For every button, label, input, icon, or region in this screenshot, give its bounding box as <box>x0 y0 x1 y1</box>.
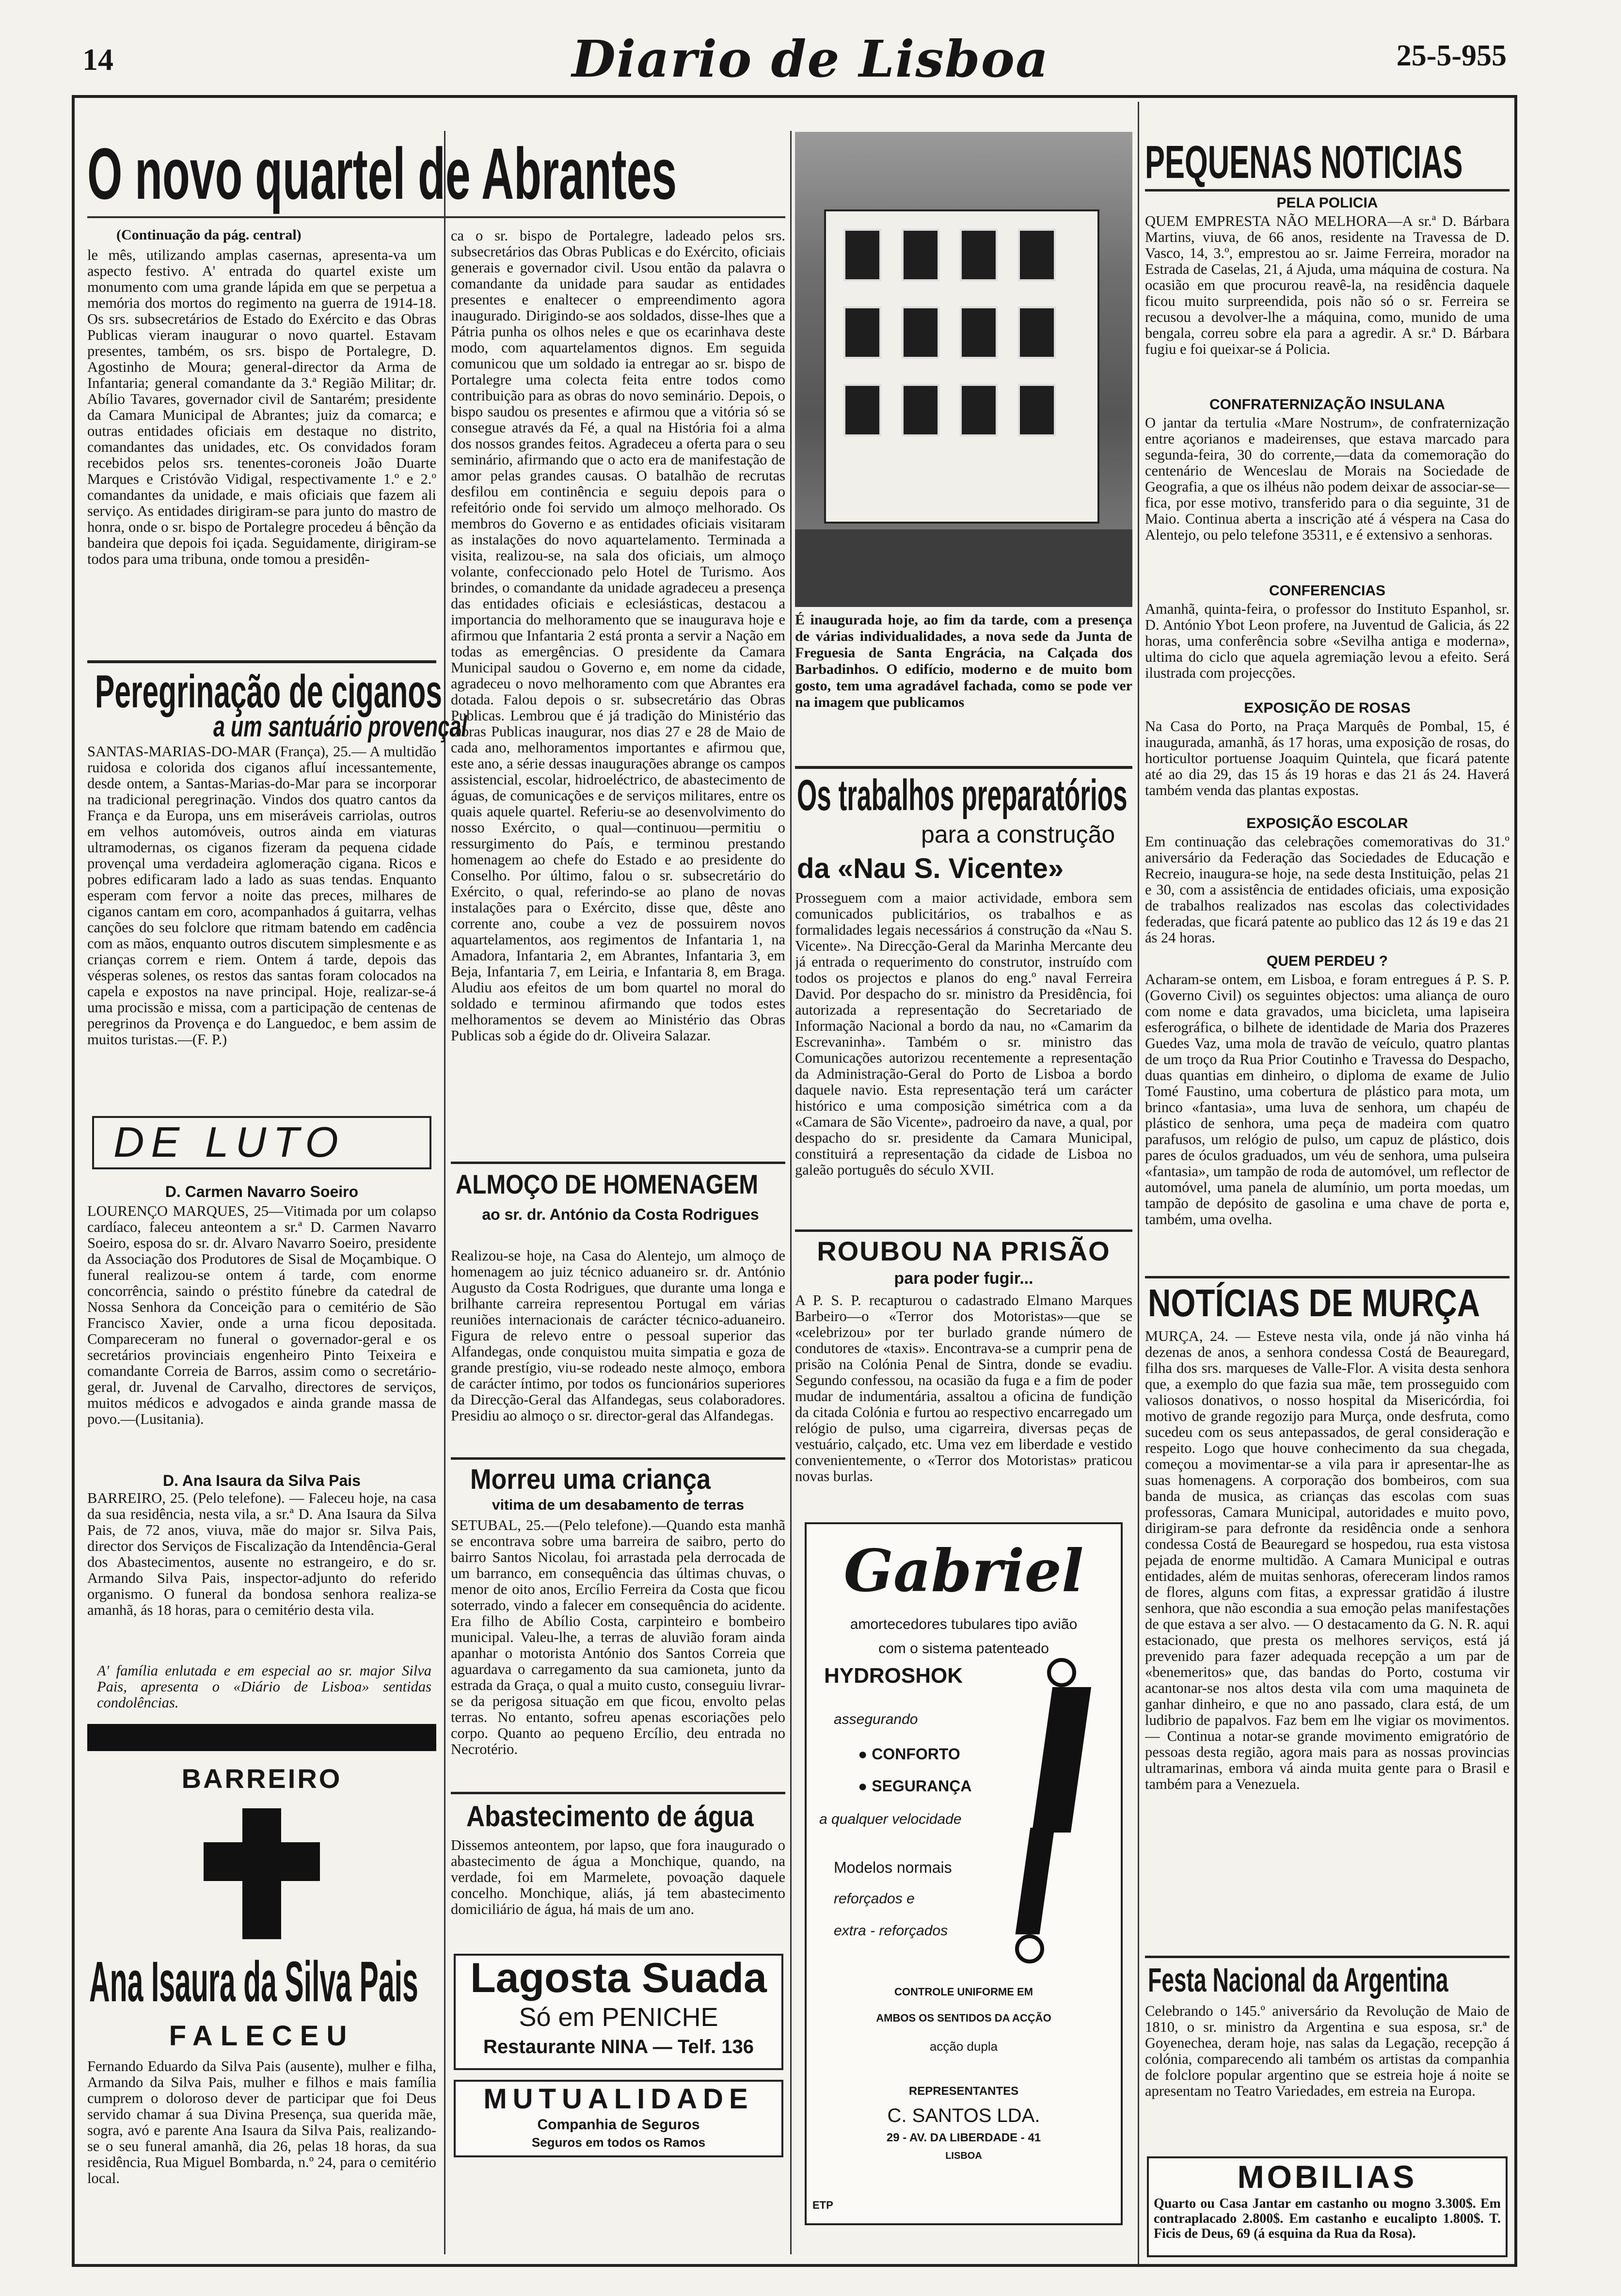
ad-controle-3: acção dupla <box>929 2039 998 2054</box>
lagosta-line: Só em PENICHE <box>519 2003 718 2032</box>
luto1-name: D. Carmen Navarro Soeiro <box>165 1183 359 1200</box>
luto1-body: LOURENÇO MARQUES, 25—Vitimada por um colapso cardíaco, faleceu anteontem a sr.ª D. Carmen Navarro Soeiro, esposa do sr. dr. Alvaro Navarro Soeiro, presidente da Associação dos Produtores de Sisal de Moçambique. O funeral realizou-se ontem á tarde, com enorme concorrência, saindo o préstito fúnebre da catedral de Nossa Senhora da Conceição para o cemitério de São Francisco Xavier, onde a urna ficou depositada. Compareceram no funeral o governador-geral e os secretários provinciais engenheiro Pinto Teixeira e comandante Correia de Barros, assim como o secretário-geral, dr. Juvenal de Carvalho, directores de serviços, muitos médicos e advogados e ainda grande massa de povo.—(Lusitania). <box>87 1203 436 1427</box>
building-photo <box>795 132 1132 607</box>
almoco-body: Realizou-se hoje, na Casa do Alentejo, um almoço de homenagem ao juiz técnico aduaneiro sr. dr. António Augusto da Costa Rodrigues, que durante uma longa e brilhante carreira representou Portugal em várias reuniões internacionais de carácter técnico-aduaneiro. Figura de relevo entre o pessoal superior das Alfandegas, onde conquistou muita simpatia e goza de grande prestígio, viu-se rodeado neste almoço, embora de carácter íntimo, por todos os funcionários superiores da Direcção-Geral das Alfandegas, seus colaboradores. Presidiu ao almoço o sr. director-geral das Alfandegas. <box>451 1248 785 1424</box>
article-abrantes-part1: le mês, utilizando amplas casernas, apresenta-va um aspecto festivo. A' entrada do quartel existe um monumento com uma grande lápida em que se perpetua a memória dos mortos do regimento na guerra de 1914-18. Os srs. subsecretários de Estado do Exército e das Obras Publicas vieram inaugurar o novo quartel. Estavam presentes, também, os srs. bispo de Portalegre, D. Agostinho de Moura; general-director da Arma de Infantaria; general comandante da 3.ª Região Militar; dr. Abílio Tavares, governador civil de Santarém; presidente da Camara Municipal de Abrantes; juiz da comarca; e outras entidades oficiais em destaque no distrito, comandantes das unidades, etc. Os convidados foram recebidos pelos srs. tenentes-coroneis João Duarte Marques e Cristóvão Vidigal, respectivamente 1.º e 2.º comandantes da unidade, e mais oficiais que fazem ali serviço. As entidades dirigiram-se para junto do mastro de honra, onde o sr. bispo de Portalegre procedeu á bênção da bandeira que depois foi içada. Seguidamente, dirigiram-se todos para uma tribuna, onde tomou a presidên- <box>87 247 436 567</box>
section-rule <box>1145 1276 1510 1278</box>
exposicao-escolar-body: Em continuação das celebrações comemorativas do 31.º aniversário da Federação das Sociedades de Educação e Recreio, inaugura-se hoje, na sede desta Instituição, pelas 21 e 30, com a assistência de entidades oficiais, uma exposição de trabalhos realizados nas escolas das colectividades federadas, que ficará patente ao publico das 12 ás 19 e das 21 ás 24 horas. <box>1145 834 1510 946</box>
section-rule <box>451 1792 785 1794</box>
gabriel-brand: Gabriel <box>843 1537 1084 1605</box>
ciganos-title: Peregrinação de ciganos <box>95 666 442 718</box>
argentina-title: Festa Nacional da Argentina <box>1148 1961 1448 1999</box>
ad-firm: C. SANTOS LDA. <box>887 2105 1040 2126</box>
roubou-subtitle: para poder fugir... <box>894 1269 1033 1288</box>
column-rule <box>790 131 792 2254</box>
headline-rule <box>87 216 785 218</box>
luto-title: DE LUTO <box>92 1116 431 1169</box>
mobilias-body: Quarto ou Casa Jantar em castanho ou mogno 3.300$. Em contraplacado 2.800$. Em castanho e eucalipto 1.800$. T. Ficis de Deus, 69 (á esquina da Rua da Rosa). <box>1154 2196 1501 2241</box>
ad-controle-1: CONTROLE UNIFORME EM <box>894 1986 1033 1998</box>
nau-subtitle-2: da «Nau S. Vicente» <box>797 853 1064 884</box>
ad-velocidade: a qualquer velocidade <box>819 1811 962 1827</box>
section-rule <box>451 1457 785 1460</box>
ciganos-body: SANTAS-MARIAS-DO-MAR (França), 25.— A multidão ruidosa e colorida dos ciganos afluí incessantemente, desde ontem, a Santas-Marias-do-Mar para se incorporar na tradicional peregrinação. Vindos dos quatro cantos da França e da Europa, uns em miseráveis carriolas, outros em velhos automóveis, outros ainda em viaturas ultramodernas, os ciganos fizeram da pequena cidade provençal uma verdadeira aglomeração cigana. Ricos e pobres edificaram lado a lado as suas tendas. Enquanto esperam com fervor a noite das preces, milhares de ciganos cantam em coro, acompanhados á guitarra, velhas canções do seu folclore que ritmam batendo em cadência com as mãos, enquanto outros discutem simplesmente e as crianças correm e riem. Ontem á tarde, depois das vésperas solenes, os restos das santas foram colocados na capela e expostos na nave principal. Hoje, realizar-se-á uma procissão e missa, com a participação de centenas de peregrinos da Provença e do Languedoc, e bem assim de muitos turistas.—(F. P.) <box>87 744 436 1048</box>
ad-line-1: amortecedores tubulares tipo avião <box>850 1616 1078 1632</box>
almoco-subtitle: ao sr. dr. António da Costa Rodrigues <box>482 1206 759 1223</box>
page-number: 14 <box>82 42 113 77</box>
ad-product: HYDROSHOK <box>824 1664 963 1688</box>
luto2-body: BARREIRO, 25. (Pelo telefone). — Faleceu hoje, na casa da sua residência, nesta vila, a sr.ª D. Ana Isaura da Silva Pais, de 72 anos, viuva, mãe do major sr. Silva Pais, director dos Serviços de Fiscalização da Intendência-Geral dos Abastecimentos, ausente no estrangeiro, e do sr. Armando Silva Pais, inspector-adjunto do referido organismo. O funeral da bondosa senhora realiza-se amanhã, ás 18 horas, para o cemitério desta vila. <box>87 1490 436 1618</box>
rosas-head: EXPOSIÇÃO DE ROSAS <box>1244 700 1411 716</box>
confraternizacao-head: CONFRATERNIZAÇÃO INSULANA <box>1209 397 1446 413</box>
exposicao-escolar-head: EXPOSIÇÃO ESCOLAR <box>1246 815 1408 831</box>
obituary-place: BARREIRO <box>181 1763 342 1794</box>
obituary-name: Ana Isaura da Silva Pais <box>89 1950 418 2014</box>
article-abrantes-part2: ca o sr. bispo de Portalegre, ladeado pelos srs. subsecretários das Obras Publicas e do Exército, oficiais generais e governador civil. Usou então da palavra o comandante da unidade para saudar as entidades presentes e enaltecer o empreendimento agora inaugurado. Dirigindo-se aos soldados, disse-lhes que a Pátria punha os olhos neles e que os ecarinhava deste modo, com aquartelamentos dignos. Em seguida comunicou que um soldado ia entregar ao sr. bispo de Portalegre uma colecta feita entre todos como contribuição para as obras do novo seminário. Depois, o bispo saudou os presentes e afirmou que a vitória só se consegue através da Fé, a qual na História foi a alma dos nossos grandes feitos. Agradeceu a oferta para o seu seminário, afirmando que o acto era de manifestação de amor pelas grandes causas. O batalhão de recrutas desfilou em continência e seguiu depois para o refeitório onde foi servido um almoço melhorado. Os membros do Governo e as entidades oficiais visitaram as instalações do novo aquartelamento. Terminada a visita, realizou-se, na sala dos oficiais, um almoço volante, confeccionado pelo Hotel de Turismo. Aos brindes, o comandante da unidade agradeceu a presença das entidades oficiais e eclesiásticas, destacou a importancia do melhoramento que se inaugurava hoje e afirmou que Infantaria 2 está pronta a servir a Nação em todas as emergências. O presidente da Camara Municipal saudou o Governo e, em nome da cidade, agradeceu o novo melhoramento com que Abrantes era dotada. Falou depois o sr. subsecretário das Obras Publicas. Lembrou que é já tradição do Ministério das Obras Publicas inaugurar, nos dias 27 e 28 de Maio de cada ano, melhoramentos importantes e afirmou que, este ano, a série dessas inaugurações abrange os campos assistencial, escolar, hidroeléctrico, de abastecimento de águas, de comunicações e de serviços militares, entre os quais aquele quartel. Referiu-se ao desenvolvimento do nosso Exército, o qual—continuou—permitiu o ressurgimento do País, e terminou prestando homenagem ao chefe do Estado e ao presidente do Conselho. Por último, falou o sr. subsecretário do Exército, o qual, referindo-se ao plano de novas instalações para o Exército, disse que, dêste ano corrente ano, coube a vez de possuirem novos aquartelamentos, aos regimentos de Infantaria 1, na Amadora, Infantaria 2, em Abrantes, Infantaria 3, em Beja, Infantaria 7, em Leiria, e Infantaria 8, em Braga. Aludiu aos efeitos de um bom quartel no moral do soldado e terminou afirmando que todos estes melhoramentos se devem ao Ministério das Obras Publicas sob a égide do dr. Oliveira Salazar. <box>451 228 785 1044</box>
ad-modelos-2: reforçados e <box>834 1891 915 1907</box>
column-rule <box>444 131 445 2254</box>
pela-policia-body: QUEM EMPRESTA NÃO MELHORA—A sr.ª D. Bárbara Martins, viuva, de 66 anos, residente na Travessa de D. Vasco, 14, 3.º, emprestou ao sr. Jaime Ferreira, morador na Estrada de Caselas, 21, á Ajuda, uma máquina de costura. Na ocasião em que procurou reavê-la, na residência daquele ficou muito surpreendida, pois não só o sr. Ferreira se recusou a devolver-lhe a máquina, como, munido de uma bengala, correu sobre ela para a agredir. A sr.ª D. Bárbara fugiu e foi queixar-se á Policia. <box>1145 213 1510 357</box>
ad-modelos-3: extra - reforçados <box>834 1923 948 1939</box>
masthead: Diario de Lisboa <box>572 29 1049 89</box>
shock-absorber-eye <box>1015 1934 1044 1963</box>
ad-etp-mark: ETP <box>812 2199 833 2211</box>
agua-body: Dissemos anteontem, por lapso, que fora inaugurado o abastecimento de água a Monchique, quando, na verdade, foi em Marmelete, povoação daquele concelho. Monchique, aliás, já tem abastecimento domiciliário de água, há mais de um ano. <box>451 1837 785 1917</box>
agua-title: Abastecimento de água <box>466 1800 754 1833</box>
ad-representantes: REPRESENTANTES <box>908 2085 1019 2098</box>
roubou-title: ROUBOU NA PRISÃO <box>817 1236 1111 1266</box>
continuation-note: (Continuação da pág. central) <box>116 227 302 243</box>
ad-bullet-conforto: ● CONFORTO <box>858 1745 960 1763</box>
obituary-body: Fernando Eduardo da Silva Pais (ausente), mulher e filha, Armando da Silva Pais, mulher e filhos e mais família cumprem o doloroso dever de participar que foi Deus servido chamar á sua Divina Presença, sua querida mãe, sogra, avó e parente Ana Isaura da Silva Pais, realizando-se o seu funeral amanhã, dia 26, pelas 18 horas, da sua residência, Rua Miguel Bombarda, n.º 24, para o cemitério local. <box>87 2058 436 2186</box>
ad-bullet-seguranca: ● SEGURANÇA <box>858 1777 972 1795</box>
argentina-body: Celebrando o 145.º aniversário da Revolução de Maio de 1810, o sr. ministro da Argentina e sua esposa, sr.ª de Goyenechea, deram hoje, nas salas da Legação, recepção á colónia, comparecendo ali também os artistas da companhia de folclore popular argentino que se estreia hoje á noite se apresentam no Teatro Variedades, em estreia na Europa. <box>1145 2003 1510 2099</box>
conferencias-head: CONFERENCIAS <box>1269 583 1385 599</box>
rosas-body: Na Casa do Porto, na Praça Marquês de Pombal, 15, é inaugurada, amanhã, ás 17 horas, uma exposição de rosas, do horticultor portuense Joaquim Quintela, que ficará patente até ao dia 29, das 15 ás 19 horas e das 21 ás 24. Haverá também venda das plantas expostas. <box>1145 718 1510 798</box>
section-rule <box>1145 1956 1510 1958</box>
nau-subtitle-1: para a construção <box>921 821 1115 848</box>
pequenas-title: PEQUENAS NOTICIAS <box>1145 136 1463 188</box>
column-rule <box>1138 102 1139 2264</box>
luto2-condolences: A' família enlutada e em especial ao sr. major Silva Pais, apresenta o «Diário de Lisboa» sentidas condolências. <box>97 1663 431 1711</box>
quem-perdeu-head: QUEM PERDEU ? <box>1266 953 1388 969</box>
section-rule <box>451 1162 785 1164</box>
murca-body: MURÇA, 24. — Esteve nesta vila, onde já não vinha há dezenas de anos, a senhora condessa Costá de Beauregard, filha dos srs. marqueses de Valle-Flor. A visita desta senhora que, a exemplo do que fazia sua mãe, tem prosseguido com valiosos donativos, o nosso hospital da Misericórdia, foi motivo de grande regozijo para Murça, onde desfruta, como sucedeu com os seus antepassados, de geral consideração e respeito. Logo que houve conhecimento da sua chegada, começou a movimentar-se a vila para ir apresentar-lhe as suas homenagens. A corporação dos bombeiros, com sua banda de musica, as crianças das escolas com suas professoras, Camara Municipal, autoridades e muito povo, dirigiram-se para defronte da residência onde a senhora condessa Costá de Beauregard se hospedou, rua esta vistosa pejada de enorme multidão. A Camara Municipal e outras entidades, além de muitas senhoras, ofereceram lindos ramos de flores, alguns com fitas, a expressar gratidão á ilustre senhora, que não escondia a sua emoção pelas manifestações de que estava a ser alvo. — O destacamento da G. N. R. aqui estacionado, que presta os melhores serviços, está já prevenido para fazer adequada recepção a um par de «benemeritos» que, das bandas do Porto, costuma vir acantonar-se nos altos desta vila com uma maquineta de ganhar dinheiro, e que no ano passado, clara está, de um ludibrio de papalvos. Faz bem em lhe vigiar os movimentos. — Continua a notar-se grande movimento emigratório de pessoas desta região, agora mais para as nossas provincias ultramarinas, embora vá ainda muita gente para o Brasil e também para a Venezuela. <box>1145 1328 1510 1792</box>
headline-abrantes: O novo quartel de Abrantes <box>87 133 677 214</box>
issue-date: 25-5-955 <box>1396 39 1507 72</box>
conferencias-body: Amanhã, quinta-feira, o professor do Instituto Espanhol, sr. D. António Ybot Leon profere, na Juventud de Galicia, ás 22 horas, uma conferência sobre «Sevilha antiga e moderna», ultima do ciclo que aquela agremiação levou a efeito. Será ilustrada com projecções. <box>1145 601 1510 681</box>
roubou-body: A P. S. P. recapturou o cadastrado Elmano Marques Barbeiro—o «Terror dos Motoristas»—que se «celebrizou» por ter burlado grande número de condutores de «taxis». Encontrava-se a cumprir pena de prisão na Colónia Penal de Sintra, donde se evadiu. Segundo confessou, na ocasião da fuga e a fim de poder mudar de indumentária, assaltou a oficina de fundição da citada Colónia e furtou ao respectivo encarregado um relógio de pulso, uma cigarreira, diversas peças de vestuário, calçado, etc. Uma vez em liberdade e vestido convenientemente, o «Terror dos Motoristas» praticou novas burlas. <box>795 1292 1132 1484</box>
crianca-title: Morreu uma criança <box>470 1464 711 1495</box>
crianca-body: SETUBAL, 25.—(Pelo telefone).—Quando esta manhã se encontrava sobre uma barreira de saibro, perto do bairro Santos Nicolau, foi arrastada pela derrocada de um barranco, em consequência das últimas chuvas, o menor de oito anos, Ercílio Ferreira da Costa que ficou soterrado, vindo a falecer em consequência do acidente. Era filho de Abílio Costa, carpinteiro e bombeiro municipal. Valeu-lhe, a terras de aluvião foram ainda apanhar o motorista António dos Santos Correia que aguardava o carregamento da sua camioneta, junto da estrada da Graça, o qual a muito custo, conseguiu livrar-se da perigosa situação em que ficou, envolto pelas terras. No entanto, sofreu apenas escoriações pelo corpo. Quanto ao pequeno Ercílio, deu entrada no Necrotério. <box>451 1517 785 1757</box>
ad-controle-2: AMBOS OS SENTIDOS DA ACÇÃO <box>876 2012 1051 2024</box>
obituary-faleceu: FALECEU <box>169 2020 355 2052</box>
section-rule <box>87 660 436 663</box>
murca-title: NOTÍCIAS DE MURÇA <box>1148 1281 1480 1324</box>
cross-icon-bar <box>204 1842 320 1881</box>
confraternizacao-body: O jantar da tertulia «Mare Nostrum», de confraternização entre açorianos e madeirenses, que estava marcado para segunda-feira, 30 do corrente,—data da comemoração do centenário de Wenceslau de Morais na Sociedade de Geografia, a que os ilhéus não podem deixar de associar-se—fica, por esse motivo, transferido para o dia seguinte, 31 de Maio. Continua aberta a inscrição até á véspera na Casa do Alentejo, ou pelo telefone 35311, e é extensivo a senhoras. <box>1145 415 1510 543</box>
luto2-name: D. Ana Isaura da Silva Pais <box>163 1472 361 1489</box>
ad-address: 29 - AV. DA LIBERDADE - 41 <box>886 2131 1041 2144</box>
ad-city: LISBOA <box>945 2151 982 2161</box>
lagosta-title: Lagosta Suada <box>470 1955 767 2001</box>
mutualidade-title: MUTUALIDADE <box>483 2083 754 2115</box>
ad-assegurando: assegurando <box>834 1711 918 1727</box>
ad-line-2: com o sistema patenteado <box>878 1641 1049 1657</box>
photo-caption: É inaugurada hoje, ao fim da tarde, com a presença de várias individualidades, a nova sede da Junta de Freguesia de Santa Engrácia, na Calçada dos Barbadinhos. O edifício, moderno e de muito bom gosto, tem uma agradável fachada, como se pode ver na imagem que publicamos <box>795 612 1132 710</box>
almoco-title: ALMOÇO DE HOMENAGEM <box>456 1169 759 1199</box>
nau-title: Os trabalhos preparatórios <box>797 771 1128 820</box>
mutualidade-sub2: Seguros em todos os Ramos <box>531 2135 706 2150</box>
crianca-subtitle: vitima de um desabamento de terras <box>492 1497 745 1513</box>
pela-policia-head: PELA POLICIA <box>1276 195 1378 211</box>
obituary-black-band <box>87 1724 436 1751</box>
title-rule <box>1145 189 1510 191</box>
nau-body: Prosseguem com a maior actividade, embora sem comunicados publicitários, os trabalhos e as formalidades legais necessários á construção da «Nau S. Vicente». Na Direcção-Geral da Marinha Mercante deu já entrada o requerimento do construtor, instruído com todos os projectos e planos do eng.º naval Ferreira David. Por despacho do sr. ministro da Presidência, foi autorizada a representação do Secretariado de Informação Nacional a bordo da nau, no «Camarim da Escrevaninha». Também o sr. ministro das Comunicações autorizou recentemente a representação da Administração-Geral do Porto de Lisboa a bordo daquele navio. Esta representação terá um carácter histórico e uma composição simétrica com a da «Camara de São Vicente», padroeiro da nave, a qual, por despacho do sr. presidente da Camara Municipal, constituirá a representação da cidade de Lisboa no galeão português do século XVII. <box>795 890 1132 1178</box>
ad-modelos-1: Modelos normais <box>834 1859 952 1876</box>
lagosta-restaurant: Restaurante NINA — Telf. 136 <box>483 2036 754 2057</box>
mutualidade-sub: Companhia de Seguros <box>537 2117 700 2133</box>
quem-perdeu-body: Acharam-se ontem, em Lisboa, e foram entregues á P. S. P. (Governo Civil) os seguintes objectos: uma aliança de ouro com nome e data gravados, uma bicicleta, uma lapiseira esferográfica, o bilhete de identidade de Maria dos Prazeres Guedes Vaz, uma mola de travão de veículo, quatro plantas de um troço da Rua Prior Coutinho e Travessa do Despacho, duas quantias em dinheiro, o diploma de exame de Julio Tomé Faustino, uma cobertura de plástico para mota, um brinco «fantasia», uma luva de senhora, um chapéu de plástico de senhora, uma peça de madeira com quatro parafusos, um relógio de pulso, um capuz de plástico, dois pares de óculos graduados, um véu de senhora, uma pulseira «fantasia», um tampão de roda de automóvel, um reflector de automóvel, uma panela de alumínio, um porta moedas, um tampão de depósito de gasolina e uma chave de porta e, também, uma ovelha. <box>1145 972 1510 1228</box>
ciganos-subtitle: a um santuário provençal <box>213 710 467 743</box>
shock-absorber-icon <box>1047 1658 1076 1687</box>
section-rule <box>795 1229 1132 1232</box>
mobilias-title: MOBILIAS <box>1237 2159 1417 2195</box>
section-rule <box>795 766 1132 769</box>
